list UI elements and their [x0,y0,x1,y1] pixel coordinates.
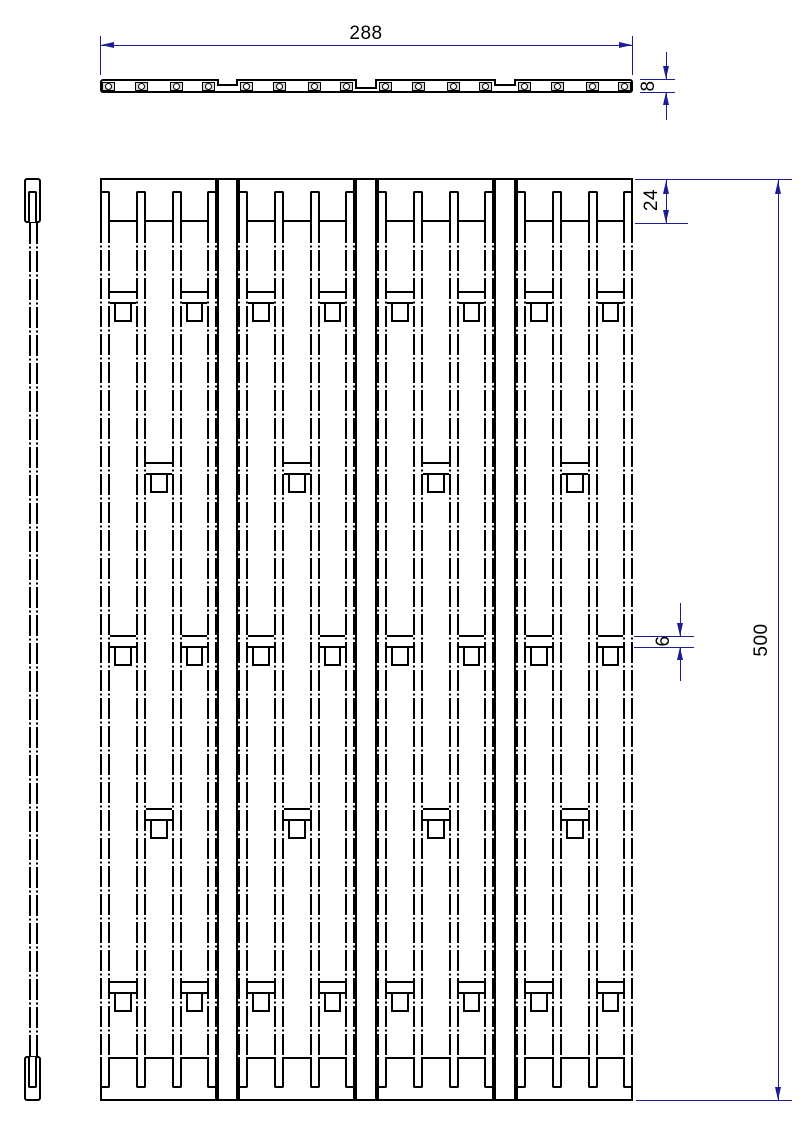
bridge-tab [324,994,342,1012]
bridge-line [387,635,413,637]
band-slot-top [238,191,248,222]
bridge-line [423,808,449,810]
rivet [340,82,353,91]
bridge-tab [252,994,270,1012]
rail-perforation-line [385,222,387,1057]
rail-perforation-line [377,222,379,1057]
rail-perforation-line [108,222,110,1057]
side-strip-edge [36,223,38,1056]
rivet-hole [343,83,350,90]
rail-perforation-line [449,222,451,1057]
band-slot-bottom [516,1057,526,1088]
rivet [170,82,183,91]
band-slot-top [207,191,217,222]
panel-top-band [100,178,217,222]
bridge-line [459,981,485,983]
bridge-tab [427,475,445,493]
bridge-line [562,808,588,810]
band-slot-top [449,191,459,222]
dimension-label: 6 [653,635,674,647]
rivet-hole [276,83,283,90]
bridge-line [284,462,310,464]
bridge-tab [252,648,270,666]
rivet-hole [415,83,422,90]
bridge-line [146,808,172,810]
bridge-tab [602,304,620,322]
bridge-tab [114,994,132,1012]
bridge-line [459,635,485,637]
rail-perforation-line [421,222,423,1057]
rail-perforation-line [282,222,284,1057]
rivet-hole [105,83,112,90]
dimension-arrow [663,66,669,79]
band-slot-bottom [449,1057,459,1088]
rivet-hole [521,83,528,90]
extension-line [635,223,688,224]
side-bottom-cap-slot [28,1057,37,1088]
bridge-line [526,635,552,637]
band-slot-top [623,191,633,222]
panel-bottom-band [238,1057,355,1101]
bridge-line [110,635,136,637]
extension-line [640,92,675,93]
dimension-arrow [775,1087,781,1100]
bridge-tab [463,994,481,1012]
dimension-arrow [663,210,669,223]
rail-perforation-line [552,222,554,1057]
bridge-line [182,981,208,983]
rail-perforation-line [207,222,209,1057]
panel-slit-edge [494,179,496,1100]
bridge-line [320,981,346,983]
bridge-line [248,981,274,983]
rivet [379,82,392,91]
dimension-arrow [663,92,669,105]
band-slot-bottom [588,1057,598,1088]
panel-bottom-band [100,1057,217,1101]
bridge-line [387,291,413,293]
band-slot-bottom [238,1057,248,1088]
rail-perforation-line [274,222,276,1057]
bridge-line [423,462,449,464]
panel-top-band [238,178,355,222]
rivet-hole [621,83,628,90]
bridge-tab [150,821,168,839]
rivet-hole [138,83,145,90]
rail-perforation-line [623,222,625,1057]
bridge-line [387,981,413,983]
bridge-line [182,291,208,293]
rail-perforation-line [310,222,312,1057]
band-slot-top [172,191,182,222]
band-slot-bottom [623,1057,633,1088]
panel-bottom-band [516,1057,633,1101]
extension-line [636,1100,792,1101]
rail-perforation-line [345,222,347,1057]
bridge-tab [324,304,342,322]
rivet [308,82,321,91]
rail-perforation-line [180,222,182,1057]
band-slot-bottom [172,1057,182,1088]
side-top-cap-slot [28,191,37,222]
bridge-tab [288,475,306,493]
rivet-hole [382,83,389,90]
bridge-tab [324,648,342,666]
rivet-hole [450,83,457,90]
panel-slit-edge [355,179,357,1100]
bridge-line [526,291,552,293]
dimension-label: 500 [751,623,772,657]
strip-notch [355,79,377,89]
rail-perforation-line [238,222,240,1057]
rivet [586,82,599,91]
bridge-tab [186,648,204,666]
bridge-line [248,291,274,293]
rail-perforation-line [353,222,355,1057]
bridge-line [248,635,274,637]
band-slot-top [274,191,284,222]
rail-perforation-line [144,222,146,1057]
rail-perforation-line [215,222,217,1057]
panel-bottom-band [377,1057,494,1101]
band-slot-top [345,191,355,222]
bridge-line [146,462,172,464]
bridge-tab [602,994,620,1012]
bridge-tab [463,648,481,666]
extension-line [632,36,633,75]
extension-line [635,179,792,180]
bridge-line [110,291,136,293]
panel-slit-edge [217,179,219,1100]
rivet-hole [589,83,596,90]
band-slot-top [588,191,598,222]
bridge-line [526,981,552,983]
bridge-tab [463,304,481,322]
band-slot-top [136,191,146,222]
rivet [518,82,531,91]
strip-notch [494,79,516,86]
band-slot-top [377,191,387,222]
rivet-hole [482,83,489,90]
band-slot-top [310,191,320,222]
rivet [273,82,286,91]
rivet [618,82,631,91]
rail-perforation-line [318,222,320,1057]
bridge-tab [114,304,132,322]
bridge-tab [530,304,548,322]
dimension-label: 8 [638,80,659,92]
rail-perforation-line [516,222,518,1057]
rivet-hole [554,83,561,90]
dimension-label: 288 [349,23,383,44]
bridge-line [182,635,208,637]
rivet-hole [243,83,250,90]
bridge-line [459,291,485,293]
rivet [102,82,115,91]
bridge-tab [566,821,584,839]
band-slot-bottom [207,1057,217,1088]
bridge-tab [391,648,409,666]
band-slot-bottom [100,1057,110,1088]
band-slot-top [552,191,562,222]
bridge-line [598,981,624,983]
rivet [202,82,215,91]
dimension-arrow [663,181,669,194]
rail-perforation-line [560,222,562,1057]
rail-perforation-line [100,222,102,1057]
extension-line [634,647,694,648]
rail-perforation-line [524,222,526,1057]
bridge-tab [288,821,306,839]
bridge-line [110,981,136,983]
band-slot-bottom [136,1057,146,1088]
rivet-hole [173,83,180,90]
rail-perforation-line [588,222,590,1057]
bridge-line [320,291,346,293]
rivet-hole [311,83,318,90]
bridge-line [562,462,588,464]
rivet [447,82,460,91]
bridge-line [320,635,346,637]
rivet [479,82,492,91]
rail-perforation-line [413,222,415,1057]
bridge-line [598,291,624,293]
band-slot-top [100,191,110,222]
bridge-tab [150,475,168,493]
bridge-tab [114,648,132,666]
band-slot-bottom [310,1057,320,1088]
rail-perforation-line [631,222,633,1057]
rivet [135,82,148,91]
strip-notch [217,79,238,86]
band-slot-bottom [377,1057,387,1088]
dimension-arrow [619,42,632,48]
dimension-arrow [677,647,683,660]
dimension-arrow [775,181,781,194]
dimension-line [778,180,779,1100]
bridge-tab [391,304,409,322]
rail-perforation-line [172,222,174,1057]
bridge-tab [186,304,204,322]
dimension-label: 24 [641,188,662,212]
bridge-tab [530,648,548,666]
bridge-tab [391,994,409,1012]
rail-perforation-line [457,222,459,1057]
rail-perforation-line [596,222,598,1057]
rivet [551,82,564,91]
side-strip-edge [29,223,31,1056]
dimension-arrow [101,42,114,48]
bridge-tab [427,821,445,839]
band-slot-bottom [552,1057,562,1088]
rivet-hole [205,83,212,90]
rivet [240,82,253,91]
band-slot-bottom [274,1057,284,1088]
band-slot-top [484,191,494,222]
bridge-tab [530,994,548,1012]
bridge-tab [252,304,270,322]
band-slot-bottom [345,1057,355,1088]
rail-perforation-line [492,222,494,1057]
rail-perforation-line [484,222,486,1057]
band-slot-top [413,191,423,222]
bridge-line [598,635,624,637]
dimension-line [101,45,632,46]
panel-top-band [377,178,494,222]
bridge-line [284,808,310,810]
panel-top-band [516,178,633,222]
bridge-tab [186,994,204,1012]
rivet [412,82,425,91]
rail-perforation-line [136,222,138,1057]
dimension-arrow [677,623,683,636]
bridge-tab [602,648,620,666]
band-slot-bottom [484,1057,494,1088]
bridge-tab [566,475,584,493]
band-slot-bottom [413,1057,423,1088]
band-slot-top [516,191,526,222]
rail-perforation-line [246,222,248,1057]
